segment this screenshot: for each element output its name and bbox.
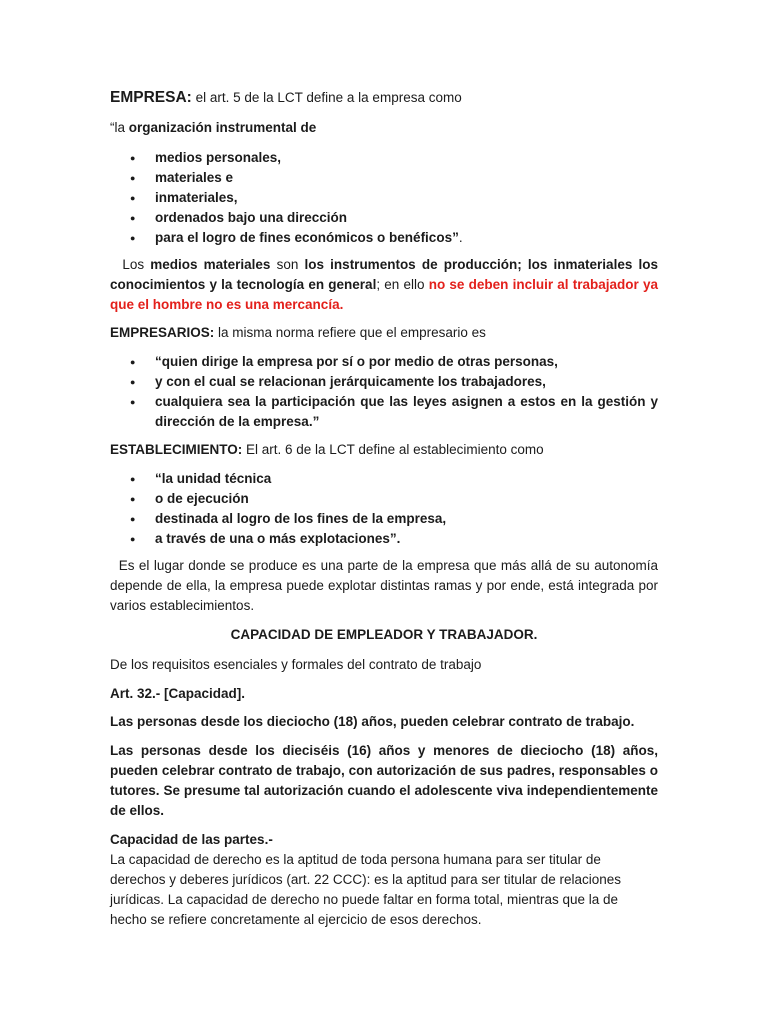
empresa-text: el art. 5 de la LCT define a la empresa como — [191, 90, 462, 105]
paragraph-requisitos: De los requisitos esenciales y formales del contrato de trabajo — [110, 657, 482, 672]
term-empresarios: EMPRESARIOS: — [110, 325, 215, 340]
list-item: ● cualquiera sea la participación que las leyes asignen a estos en la gestión y dirección de la empresa.” — [110, 392, 658, 432]
paragraph-quote — [110, 118, 658, 138]
list-item: ● a través de una o más explotaciones”. — [110, 529, 658, 549]
list-item: ● materiales e — [110, 168, 658, 188]
list-empresarios — [110, 352, 658, 432]
paragraph-art32: Art. 32.- [Capacidad]. — [110, 686, 246, 701]
paragraph-establecimiento: ESTABLECIMIENTO: El art. 6 de la LCT define al establecimiento como — [110, 442, 544, 457]
list-item: ● y con el cual se relacionan jerárquicamente los trabajadores, — [110, 372, 658, 392]
list-establecimiento — [110, 469, 658, 549]
list-item: ● “quien dirige la empresa por sí o por medio de otras personas, — [110, 352, 658, 372]
paragraph-empresa — [110, 88, 658, 108]
paragraph-capacidad-partes — [110, 830, 658, 930]
quote-bold: organización instrumental de — [128, 120, 317, 135]
highlight-text: no se deben incluir al trabajador ya que el hombre no es una mercancía. — [110, 277, 658, 312]
paragraph-16: Las personas desde los dieciséis (16) años y menores de dieciocho (18) años, pueden celebrar contrato de trabajo, con autorización de sus padres, responsables o tutores. Se presume tal autorización cuando el adolescente viva independientemente de ellos. — [110, 743, 658, 818]
term-establecimiento: ESTABLECIMIENTO: — [110, 442, 243, 457]
list-item: ● o de ejecución — [110, 489, 658, 509]
list-item: ● “la unidad técnica — [110, 469, 658, 489]
paragraph-empresarios: EMPRESARIOS: la misma norma refiere que el empresario es — [110, 325, 486, 340]
list-item: ● destinada al logro de los fines de la empresa, — [110, 509, 658, 529]
paragraph-18: Las personas desde los dieciocho (18) años, pueden celebrar contrato de trabajo. — [110, 714, 635, 729]
list-empresa — [110, 148, 658, 248]
subheading: Capacidad de las partes.- — [110, 832, 273, 847]
list-item: ● ordenados bajo una dirección — [110, 208, 658, 228]
quote-open: “la — [110, 120, 129, 135]
list-item: ● medios personales, — [110, 148, 658, 168]
capacidad-body: La capacidad de derecho es la aptitud de toda persona humana para ser titular de derechos y deberes jurídicos (art. 22 CCC): es la aptitud para ser titular de relaciones jurídicas. La capacidad de derecho no puede faltar en forma total, mientras que la de hecho se refiere concretamente al ejercicio de esos derechos. — [110, 852, 621, 927]
paragraph-lugar: Es el lugar donde se produce es una parte de la empresa que más allá de su autonomía depende de ella, la empresa puede explotar distintas ramas y por ende, está integrada por varios establecimientos. — [110, 558, 658, 613]
section-heading: CAPACIDAD DE EMPLEADOR Y TRABAJADOR. — [230, 627, 538, 642]
paragraph-medios: Los medios materiales son los instrumentos de producción; los inmateriales los conocimientos y la tecnología en general; en ello no se deben incluir al trabajador ya que el hombre no es una mercancía. — [110, 257, 658, 312]
list-item: ● para el logro de fines económicos o benéficos”. — [110, 228, 658, 248]
list-item: ● inmateriales, — [110, 188, 658, 208]
term-empresa: EMPRESA: — [110, 89, 192, 106]
